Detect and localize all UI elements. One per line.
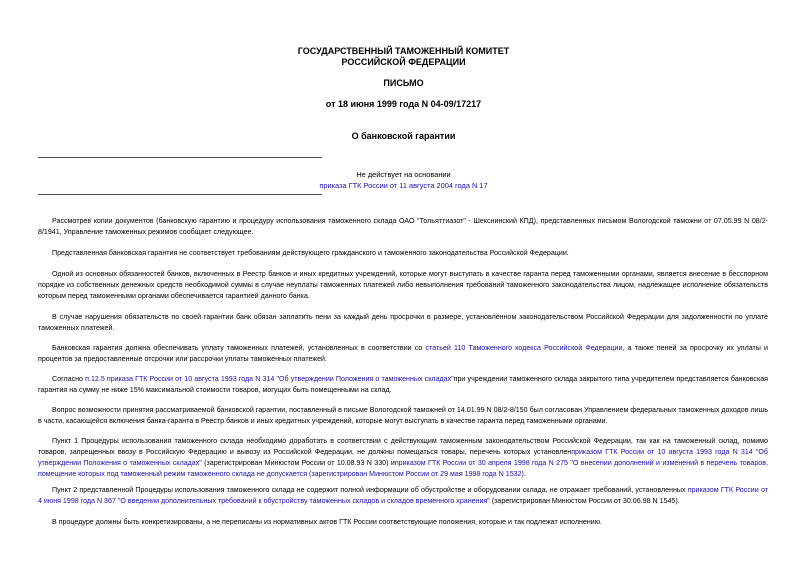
paragraph-8 <box>38 436 768 480</box>
paragraph-7: Вопрос возможности принятия рассматриваемой банковской гарантии, поставленный в письме Вологодской таможней от 14.01.99 N 08/2-8/150 был согласован Управлением федеральных таможенных доходов лишь в части, касающейся включения банка-гаранта в Реестр банков и иных кредитных учреждений, которые могут выступать в качестве гаранта перед таможенными органами. <box>38 406 768 425</box>
divider-top <box>38 157 322 158</box>
paragraph-6 <box>38 374 768 396</box>
link-order-275[interactable]: приказом ГТК России от 30 апреля 1998 года N 275 "О внесении дополнений и изменений в перечень товаров, помещение которых под таможенный режим таможенного склада не допускается (зарегистрирован Минюстом России от 29 мая 1998 года N 1532) <box>38 459 768 478</box>
doc-type: ПИСЬМО <box>383 78 424 88</box>
paragraph-2: Представленная банковская гарантия не соответствует требованиям действующего гражданского и таможенного законодательства Российской Федерации. <box>52 249 569 257</box>
paragraph-5-text-b: , а также пеней за просрочку их уплаты и процентов за предоставленные отсрочки или рассрочки уплаты таможенных платежей. <box>38 344 769 363</box>
link-order-314-item-12-5[interactable]: п.12.5 приказа ГТК России от 10 августа 1993 года N 314 "Об утверждении Положения о таможенных складах" <box>85 375 454 383</box>
doc-date: от 18 июня 1999 года N 04-09/17217 <box>325 99 482 109</box>
doc-subject: О банковской гарантии <box>351 131 456 141</box>
paragraph-8-text-a: Пункт 1 Процедуры использования таможенного склада необходимо доработать в соответствии с действующим таможенным законодательством Российской Федерации, так как на таможенный склад, помимо товаров, запрещенных ввозу в Российскую Федерацию и вывозу из Российской Федерации, не должны помещаться товары, перечень которых установлен <box>38 437 768 456</box>
paragraph-8-text-c: . <box>523 470 526 478</box>
paragraph-5-text-a: Банковская гарантия должна обеспечивать уплату таможенных платежей, установленных в соответствии со <box>52 344 426 352</box>
link-order-367[interactable]: приказом ГТК России от 4 июня 1998 года N 367 "О введении дополнительных требований к обустройству таможенных складов и складов временного хранения" <box>38 486 768 505</box>
paragraph-9-text-b: (зарегистрирован Минюстом России от 30.06.98 N 1545). <box>489 497 680 505</box>
status-notice-link[interactable]: приказа ГТК России от 11 августа 2004 года N 17 <box>319 181 488 190</box>
paragraph-10: В процедуре должны быть конкретизированы, а не переписаны из нормативных актов ГТК России соответствующие положения, которые и так подлежат исполнению. <box>52 518 603 526</box>
paragraph-8-text-b: (зарегистрирован Минюстом России от 10.08.93 N 330) и <box>201 459 395 467</box>
paragraph-1: Рассмотрев копии документов (банковскую гарантию и процедуру использования таможенного склада ОАО "Тольяттиазот" - Шекснинский КПД), представленных письмом Вологодской таможни от 07.05.99 N 08/2-8/1941, Управление таможенных режимов сообщает следующее. <box>38 217 768 236</box>
paragraph-4: В случае нарушения обязательств по своей гарантии банк обязан заплатить пени за каждый день просрочки в размере, установленном законодательством Российской Федерации для задолженности по уплате таможенных платежей. <box>38 313 768 332</box>
paragraph-6-text-b: при учреждении таможенного склада закрытого типа учредителем представляется банковская гарантия на сумму не ниже 15% максимальной стоимости товаров, могущих быть помещенными на склад. <box>38 375 768 394</box>
org-name-line1: ГОСУДАРСТВЕННЫЙ ТАМОЖЕННЫЙ КОМИТЕТ <box>297 46 510 56</box>
paragraph-5 <box>38 343 768 365</box>
link-customs-code-article-110[interactable]: статьей 110 Таможенного кодекса Российской Федерации <box>425 344 623 352</box>
paragraph-6-text-a: Согласно <box>52 375 86 383</box>
divider-bottom <box>38 194 322 195</box>
paragraph-9-text-a: Пункт 2 представленной Процедуры использования таможенного склада не содержит полной информации об обустройстве и оборудовании склада, не отражает требований, установленных <box>52 486 688 494</box>
link-order-314[interactable]: приказом ГТК России от 10 августа 1993 года N 314 "Об утверждении Положения о таможенных складах" <box>38 448 768 467</box>
org-name-line2: РОССИЙСКОЙ ФЕДЕРАЦИИ <box>341 57 466 67</box>
paragraph-9 <box>38 485 768 507</box>
status-notice: Не действует на основании <box>356 170 451 179</box>
paragraph-3: Одной из основных обязанностей банков, включенных в Реестр банков и иных кредитных учреждений, которые могут выступать в качестве гаранта перед таможенными органами, является внесение в бесспорном порядке из собственных денежных средств необходимой суммы в случае неуплаты таможенных платежей либо невыполнения требований таможенного законодательства лицом, надлежащее исполнение обязательств которым перед таможенными органами обеспечивается гарантией данного банка. <box>38 270 768 300</box>
